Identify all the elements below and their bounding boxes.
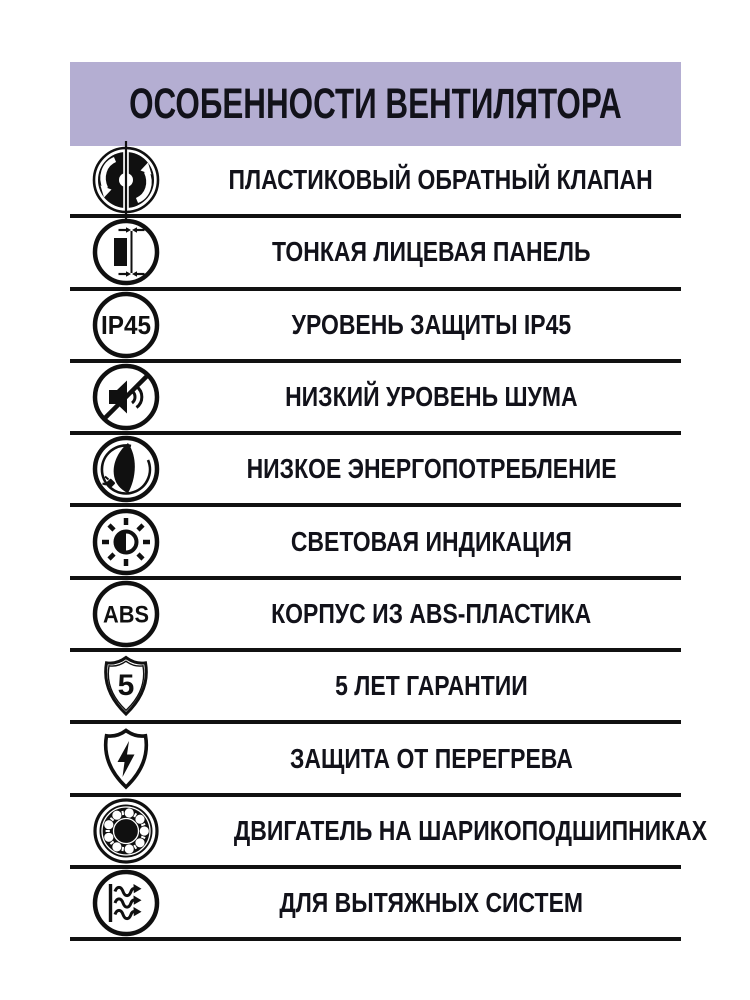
- ball-bearing-icon: [90, 795, 162, 867]
- feature-text-cell: [182, 670, 681, 702]
- feature-icon-cell: [70, 363, 182, 431]
- feature-row: [70, 797, 708, 869]
- feature-icon-cell: [70, 724, 182, 792]
- feature-icon-cell: [70, 652, 182, 720]
- feature-row: [70, 218, 681, 290]
- light-indicator-icon: [90, 506, 162, 578]
- overheat-protection-icon: [90, 723, 162, 795]
- feature-label: 5 ЛЕТ ГАРАНТИИ: [335, 670, 528, 702]
- feature-text-cell: [182, 381, 681, 413]
- warranty-years-label: 5: [117, 669, 135, 703]
- eco-energy-leaf-icon: [90, 433, 162, 505]
- feature-icon-cell: [70, 797, 182, 865]
- feature-row: [70, 652, 681, 724]
- ip45-badge-label: IP45: [101, 309, 151, 340]
- feature-label: ТОНКАЯ ЛИЦЕВАЯ ПАНЕЛЬ: [272, 236, 591, 268]
- exhaust-airflow-icon: [90, 867, 162, 939]
- thin-panel-icon: [90, 216, 162, 288]
- feature-label: ДВИГАТЕЛЬ НА ШАРИКОПОДШИПНИКАХ: [233, 814, 708, 846]
- feature-text-cell: [182, 526, 681, 558]
- feature-row: [70, 363, 681, 435]
- feature-label: УРОВЕНЬ ЗАЩИТЫ IP45: [291, 308, 572, 340]
- feature-label: ЗАЩИТА ОТ ПЕРЕГРЕВА: [290, 742, 573, 774]
- feature-label: ДЛЯ ВЫТЯЖНЫХ СИСТЕМ: [279, 887, 584, 919]
- feature-text-cell: [182, 309, 681, 341]
- feature-label: НИЗКИЙ УРОВЕНЬ ШУМА: [285, 381, 578, 413]
- feature-icon-cell: [70, 435, 182, 503]
- page-title: ОСОБЕННОСТИ ВЕНТИЛЯТОРА: [129, 79, 622, 128]
- feature-icon-cell: [70, 146, 182, 214]
- feature-icon-cell: [70, 507, 182, 575]
- feature-text-cell: [182, 453, 681, 485]
- feature-text-cell: [182, 743, 681, 775]
- check-valve-icon: [90, 144, 162, 216]
- ip45-badge-icon: [90, 289, 162, 361]
- feature-icon-cell: [70, 580, 182, 648]
- feature-label: КОРПУС ИЗ ABS-ПЛАСТИКА: [271, 597, 592, 629]
- feature-icon-cell: [70, 869, 182, 937]
- feature-icon-cell: [70, 291, 182, 359]
- feature-row: [70, 435, 681, 507]
- abs-badge-icon: [90, 578, 162, 650]
- feature-text-cell: [182, 164, 699, 196]
- feature-label: ПЛАСТИКОВЫЙ ОБРАТНЫЙ КЛАПАН: [228, 164, 653, 196]
- feature-label: НИЗКОЕ ЭНЕРГОПОТРЕБЛЕНИЕ: [246, 453, 617, 485]
- feature-row: [70, 724, 681, 796]
- feature-row: [70, 291, 681, 363]
- content-column: [70, 62, 708, 941]
- abs-badge-label: ABS: [103, 601, 149, 629]
- feature-text-cell: [182, 815, 750, 847]
- feature-row: [70, 146, 681, 218]
- feature-text-cell: [182, 236, 681, 268]
- warranty-5-shield-icon: [90, 650, 162, 722]
- feature-label: СВЕТОВАЯ ИНДИКАЦИЯ: [290, 525, 573, 557]
- feature-row: [70, 507, 681, 579]
- feature-text-cell: [182, 887, 681, 919]
- header-banner: [70, 62, 681, 146]
- feature-icon-cell: [70, 218, 182, 286]
- no-noise-icon: [90, 361, 162, 433]
- feature-row: [70, 580, 681, 652]
- feature-row: [70, 869, 681, 941]
- feature-text-cell: [182, 598, 681, 630]
